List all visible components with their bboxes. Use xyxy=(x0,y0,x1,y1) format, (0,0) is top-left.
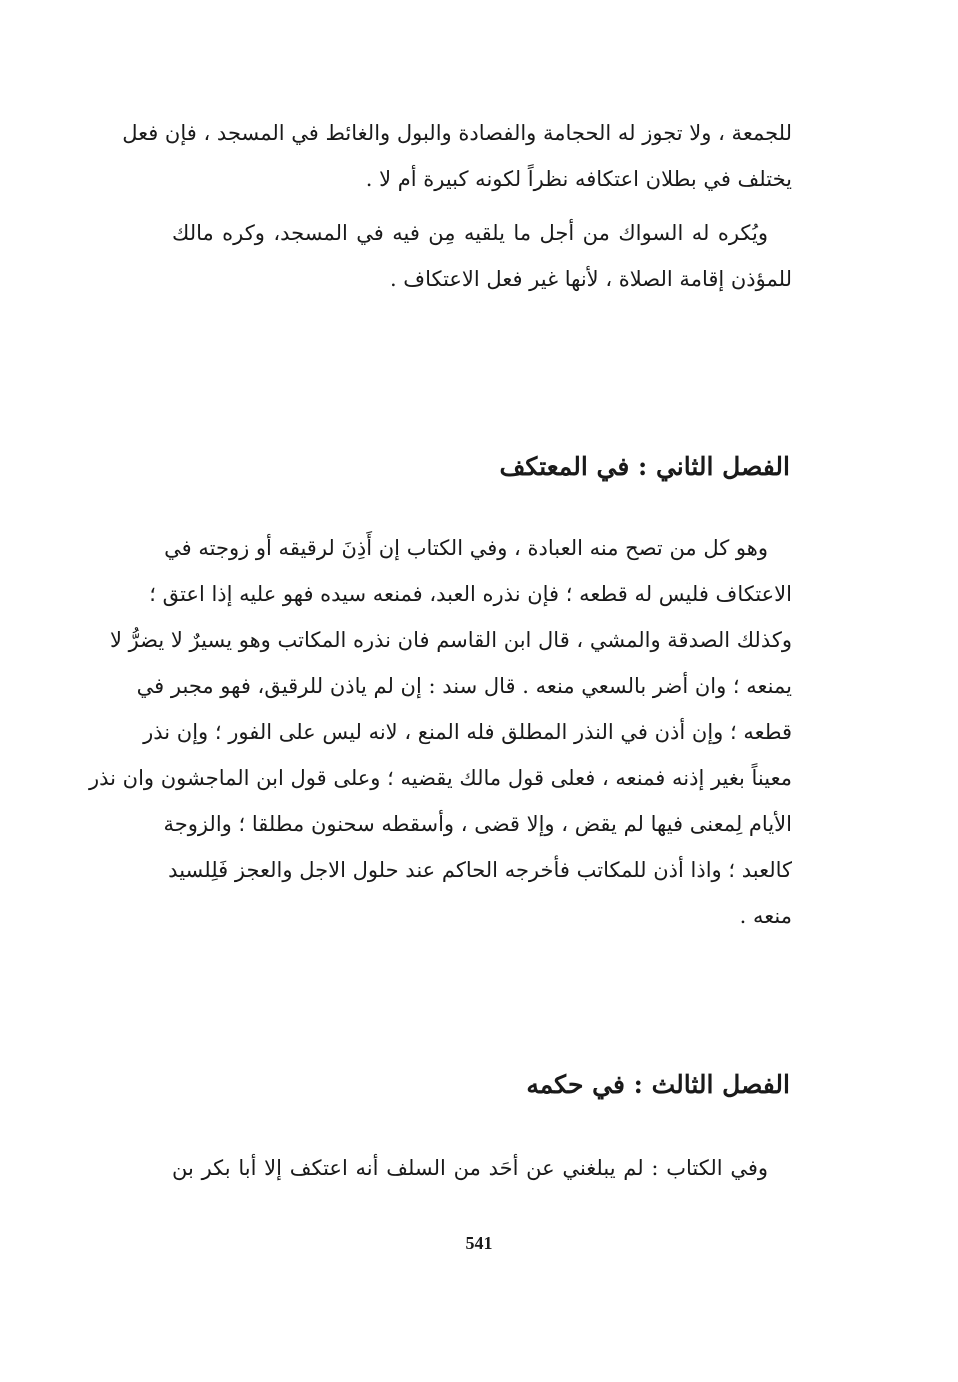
text-line: وكذلك الصدقة والمشي ، قال ابن القاسم فان نذره المكاتب وهو يسيرٌ لا يضرُّ لا xyxy=(109,628,792,652)
text-line: يختلف في بطلان اعتكافه نظراً لكونه كبيرة أم لا . xyxy=(365,167,792,191)
page-number: 541 xyxy=(465,1233,493,1253)
text-line: وفي الكتاب : لم يبلغني عن أحَد من السلف أنه اعتكف إلا أبا بكر بن xyxy=(172,1156,768,1180)
section-3-body xyxy=(172,1145,792,1191)
paragraph-2 xyxy=(172,210,792,302)
section-3-heading: الفصل الثالث : في حكمه xyxy=(526,1070,790,1099)
section-2-body xyxy=(88,525,792,939)
text-line: للجمعة ، ولا تجوز له الحجامة والفصادة والبول والغائط في المسجد ، فإن فعل xyxy=(122,121,792,145)
text-line: يمنعه ؛ وان أضر بالسعي منعه . قال سند : إن لم ياذن للرقيق، فهو مجبر في xyxy=(136,674,792,698)
text-line: الأيام لِمعنى فيها لم يقض ، وإلا قضى ، وأسقطه سحنون مطلقا ؛ والزوجة xyxy=(163,812,792,836)
text-line: قطعه ؛ وإن أذن في النذر المطلق فله المنع ، لانه ليس على الفور ؛ وإن نذر xyxy=(143,720,792,744)
text-line: وهو كل من تصح منه العبادة ، وفي الكتاب إن أَذِنَ لرقيقه أو زوجته في xyxy=(164,536,768,560)
text-line: معيناً بغير إذنه فمنعه ، فعلى قول مالك يقضيه ؛ وعلى قول ابن الماجشون وان نذر xyxy=(88,766,792,790)
text-line: كالعبد ؛ واذا أذن للمكاتب فأخرجه الحاكم عند حلول الاجل والعجز فَلِلسيد xyxy=(168,858,792,882)
paragraph-1 xyxy=(122,110,792,202)
text-line: ويُكره له السواك من أجل ما يلقيه مِن فيه في المسجد، وكره مالك xyxy=(172,221,768,245)
text-line: للمؤذن إقامة الصلاة ، لأنها غير فعل الاعتكاف . xyxy=(389,267,792,291)
text-line: منعه . xyxy=(739,904,792,928)
text-line: الاعتكاف فليس له قطعه ؛ فإن نذره العبد، فمنعه سيده فهو عليه إذا اعتق ؛ xyxy=(149,582,792,606)
section-2-heading: الفصل الثاني : في المعتكف xyxy=(499,452,790,481)
